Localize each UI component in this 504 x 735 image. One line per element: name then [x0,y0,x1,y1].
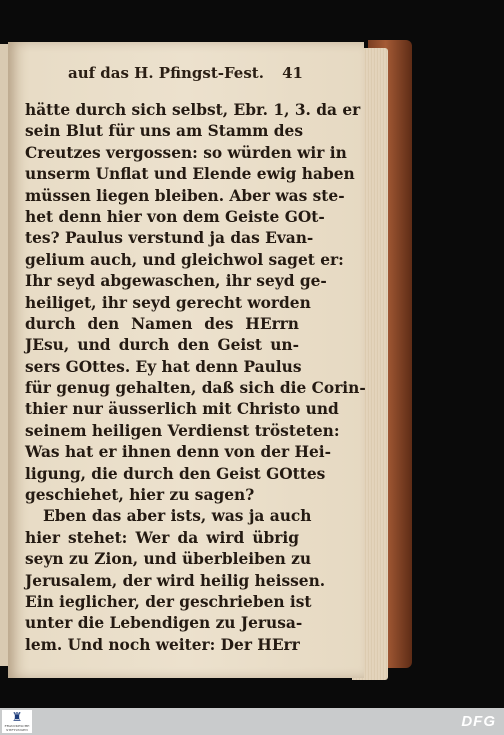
text-line: müssen liegen bleiben. Aber was ste- [25,186,345,205]
text-line: JEsu, und durch den Geist un- [25,336,299,355]
text-line: sers GOttes. Ey hat denn Paulus [25,357,302,376]
text-line: thier nur äusserlich mit Christo und [25,400,339,419]
text-line: tes? Paulus verstund ja das Evan- [25,229,314,248]
text-line: het denn hier von dem Geiste GOt- [25,207,325,226]
text-line: Eben das aber ists, was ja auch [43,507,312,526]
text-line: heiliget, ihr seyd gerecht worden [25,293,311,312]
franckesche-stiftungen-logo[interactable] [2,710,32,733]
text-line: unserm Unflat und Elende ewig haben [25,165,355,184]
text-line: für genug gehalten, daß sich die Corin- [25,379,366,398]
text-line: Was hat er ihnen denn von der Hei- [25,443,332,462]
running-header [68,64,303,82]
text-line: hätte durch sich selbst, Ebr. 1, 3. da er [25,101,361,119]
text-line: Ein ieglicher, der geschrieben ist [25,592,312,611]
footer-bar [0,708,504,735]
header-title: auf das H. Pfingst-Fest. [68,64,264,82]
eagle-icon: ♜ [11,710,23,724]
text-line: geschiehet, hier zu sagen? [25,486,255,505]
text-line: Ihr seyd abgewaschen, ihr seyd ge- [25,272,327,291]
body-text [25,100,366,656]
text-line: hier stehet: Wer da wird übrig [25,528,299,547]
text-line: Jerusalem, der wird heilig heissen. [25,571,326,590]
dfg-logo[interactable]: DFG [461,713,496,730]
text-line: seinem heiligen Verdienst trösteten: [25,421,340,440]
text-line: sein Blut für uns am Stamm des [25,122,304,141]
text-line: durch den Namen des HErrn [25,314,299,333]
text-line: Creutzes vergossen: so würden wir in [25,143,347,162]
text-line: gelium auch, und gleichwol saget er: [25,250,344,269]
text-line: seyn zu Zion, und überbleiben zu [25,550,312,569]
logo-label: FRANCKESCHE STIFTUNGEN [4,724,30,732]
book-page [8,42,364,678]
text-line: ligung, die durch den Geist GOttes [25,464,326,483]
page-number: 41 [282,64,303,82]
text-line: lem. Und noch weiter: Der HErr [25,635,300,654]
text-line: unter die Lebendigen zu Jerusa- [25,614,303,633]
